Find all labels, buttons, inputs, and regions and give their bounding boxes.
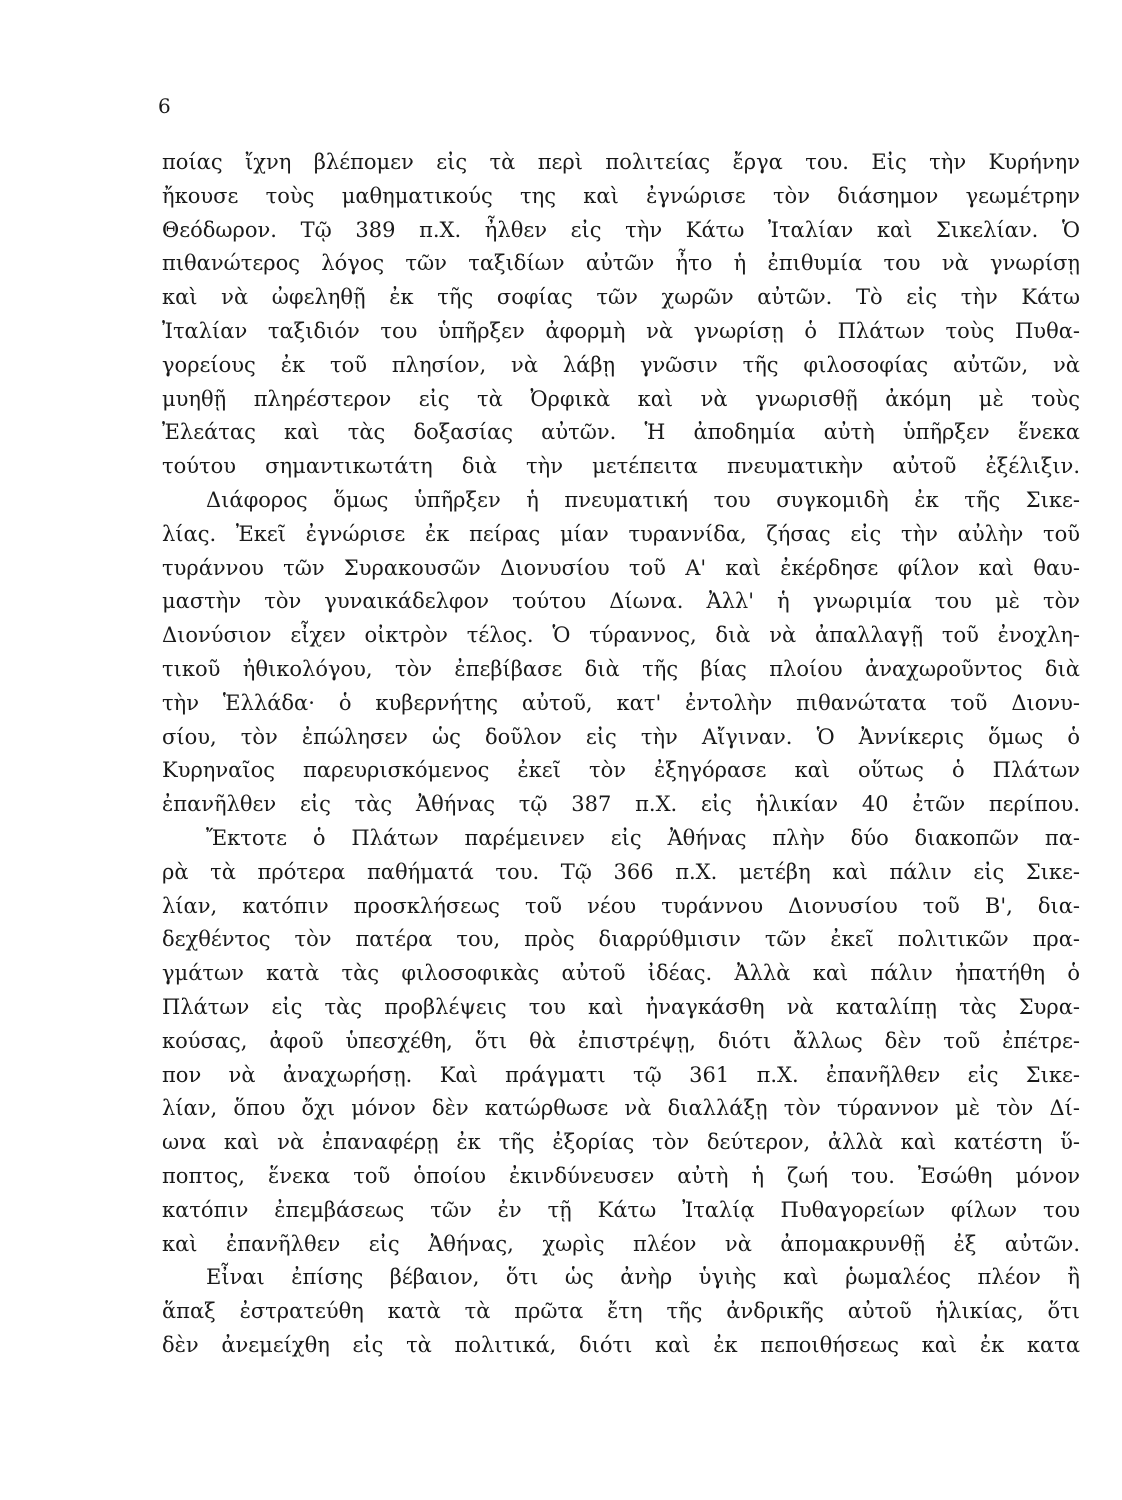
- text-line: Πλάτων εἰς τὰς προβλέψεις του καὶ ἠναγκάσθη νὰ καταλίπῃ τὰς Συρα-: [162, 994, 1080, 1019]
- text-line: Ἔκτοτε ὁ Πλάτων παρέμεινεν εἰς Ἀθήνας πλὴν δύο διακοπῶν πα-: [206, 825, 1080, 850]
- text-line: ρὰ τὰ πρότερα παθήματά του. Τῷ 366 π.Χ. μετέβη καὶ πάλιν εἰς Σικε-: [162, 859, 1080, 884]
- text-line: δὲν ἀνεμείχθη εἰς τὰ πολιτικά, διότι καὶ ἐκ πεποιθήσεως καὶ ἐκ κατα: [162, 1332, 1080, 1357]
- page-number: 6: [158, 94, 171, 118]
- text-line: ωνα καὶ νὰ ἐπαναφέρῃ ἐκ τῆς ἐξορίας τὸν δεύτερον, ἀλλὰ καὶ κατέστη ὕ-: [162, 1130, 1080, 1155]
- text-line: πον νὰ ἀναχωρήσῃ. Καὶ πράγματι τῷ 361 π.Χ. ἐπανῆλθεν εἰς Σικε-: [162, 1062, 1080, 1087]
- text-line: ἅπαξ ἐστρατεύθη κατὰ τὰ πρῶτα ἔτη τῆς ἀνδρικῆς αὐτοῦ ἡλικίας, ὅτι: [162, 1299, 1080, 1324]
- text-line: Ἰταλίαν ταξιδιόν του ὑπῆρξεν ἀφορμὴ νὰ γνωρίσῃ ὁ Πλάτων τοὺς Πυθα-: [162, 318, 1080, 343]
- text-line: Διάφορος ὅμως ὑπῆρξεν ἡ πνευματική του συγκομιδὴ ἐκ τῆς Σικε-: [206, 487, 1080, 512]
- text-line: λίαν, ὅπου ὄχι μόνον δὲν κατώρθωσε νὰ διαλλάξῃ τὸν τύραννον μὲ τὸν Δί-: [162, 1096, 1080, 1121]
- text-line: κούσας, ἀφοῦ ὑπεσχέθη, ὅτι θὰ ἐπιστρέψῃ, διότι ἄλλως δὲν τοῦ ἐπέτρε-: [162, 1028, 1080, 1053]
- text-line: πιθανώτερος λόγος τῶν ταξιδίων αὐτῶν ἦτο ἡ ἐπιθυμία του νὰ γνωρίσῃ: [162, 251, 1080, 276]
- text-line: λίαν, κατόπιν προσκλήσεως τοῦ νέου τυράννου Διονυσίου τοῦ Β', δια-: [162, 893, 1080, 918]
- text-line: σίου, τὸν ἐπώλησεν ὡς δοῦλον εἰς τὴν Αἴγιναν. Ὁ Ἀννίκερις ὅμως ὁ: [162, 724, 1080, 749]
- text-line: λίας. Ἐκεῖ ἐγνώρισε ἐκ πείρας μίαν τυραννίδα, ζήσας εἰς τὴν αὐλὴν τοῦ: [162, 521, 1080, 546]
- text-line: τὴν Ἑλλάδα· ὁ κυβερνήτης αὐτοῦ, κατ' ἐντολὴν πιθανώτατα τοῦ Διονυ-: [162, 690, 1080, 715]
- text-line: ἐπανῆλθεν εἰς τὰς Ἀθήνας τῷ 387 π.Χ. εἰς ἡλικίαν 40 ἐτῶν περίπου.: [162, 792, 1080, 817]
- text-line: ἤκουσε τοὺς μαθηματικούς της καὶ ἐγνώρισε τὸν διάσημον γεωμέτρην: [162, 183, 1080, 208]
- text-line: Διονύσιον εἶχεν οἰκτρὸν τέλος. Ὁ τύραννος, διὰ νὰ ἀπαλλαγῇ τοῦ ἐνοχλη-: [162, 623, 1080, 648]
- text-line: καὶ ἐπανῆλθεν εἰς Ἀθήνας, χωρὶς πλέον νὰ ἀπομακρυνθῇ ἐξ αὐτῶν.: [162, 1231, 1080, 1256]
- text-line: Ἐλεάτας καὶ τὰς δοξασίας αὐτῶν. Ἡ ἀποδημία αὐτὴ ὑπῆρξεν ἕνεκα: [162, 420, 1080, 445]
- text-line: γορείους ἐκ τοῦ πλησίον, νὰ λάβῃ γνῶσιν τῆς φιλοσοφίας αὐτῶν, νὰ: [162, 352, 1080, 377]
- text-line: κατόπιν ἐπεμβάσεως τῶν ἐν τῇ Κάτω Ἰταλίᾳ Πυθαγορείων φίλων του: [162, 1197, 1080, 1222]
- text-line: μαστὴν τὸν γυναικάδελφον τούτου Δίωνα. Ἀλλ' ἡ γνωριμία του μὲ τὸν: [162, 589, 1080, 614]
- text-line: Κυρηναῖος παρευρισκόμενος ἐκεῖ τὸν ἐξηγόρασε καὶ οὕτως ὁ Πλάτων: [162, 758, 1080, 783]
- body-text: [162, 146, 1080, 1363]
- text-line: ποπτος, ἕνεκα τοῦ ὁποίου ἐκινδύνευσεν αὐτὴ ἡ ζωή του. Ἐσώθη μόνον: [162, 1163, 1080, 1188]
- text-line: μυηθῇ πληρέστερον εἰς τὰ Ὀρφικὰ καὶ νὰ γνωρισθῇ ἀκόμη μὲ τοὺς: [162, 386, 1080, 411]
- text-line: τούτου σημαντικωτάτη διὰ τὴν μετέπειτα πνευματικὴν αὐτοῦ ἐξέλιξιν.: [162, 454, 1080, 479]
- text-line: δεχθέντος τὸν πατέρα του, πρὸς διαρρύθμισιν τῶν ἐκεῖ πολιτικῶν πρα-: [162, 927, 1080, 952]
- text-line: Εἶναι ἐπίσης βέβαιον, ὅτι ὡς ἀνὴρ ὑγιὴς καὶ ῥωμαλέος πλέον ἢ: [206, 1265, 1080, 1290]
- text-line: Θεόδωρον. Τῷ 389 π.Χ. ἦλθεν εἰς τὴν Κάτω Ἰταλίαν καὶ Σικελίαν. Ὁ: [162, 217, 1080, 242]
- text-line: τυράννου τῶν Συρακουσῶν Διονυσίου τοῦ Α' καὶ ἐκέρδησε φίλον καὶ θαυ-: [162, 555, 1080, 580]
- text-line: καὶ νὰ ὠφεληθῇ ἐκ τῆς σοφίας τῶν χωρῶν αὐτῶν. Τὸ εἰς τὴν Κάτω: [162, 285, 1080, 310]
- text-line: γμάτων κατὰ τὰς φιλοσοφικὰς αὐτοῦ ἰδέας. Ἀλλὰ καὶ πάλιν ἠπατήθη ὁ: [162, 961, 1080, 986]
- text-line: τικοῦ ἠθικολόγου, τὸν ἐπεβίβασε διὰ τῆς βίας πλοίου ἀναχωροῦντος διὰ: [162, 656, 1080, 681]
- text-line: ποίας ἴχνη βλέπομεν εἰς τὰ περὶ πολιτείας ἔργα του. Εἰς τὴν Κυρήνην: [162, 150, 1080, 174]
